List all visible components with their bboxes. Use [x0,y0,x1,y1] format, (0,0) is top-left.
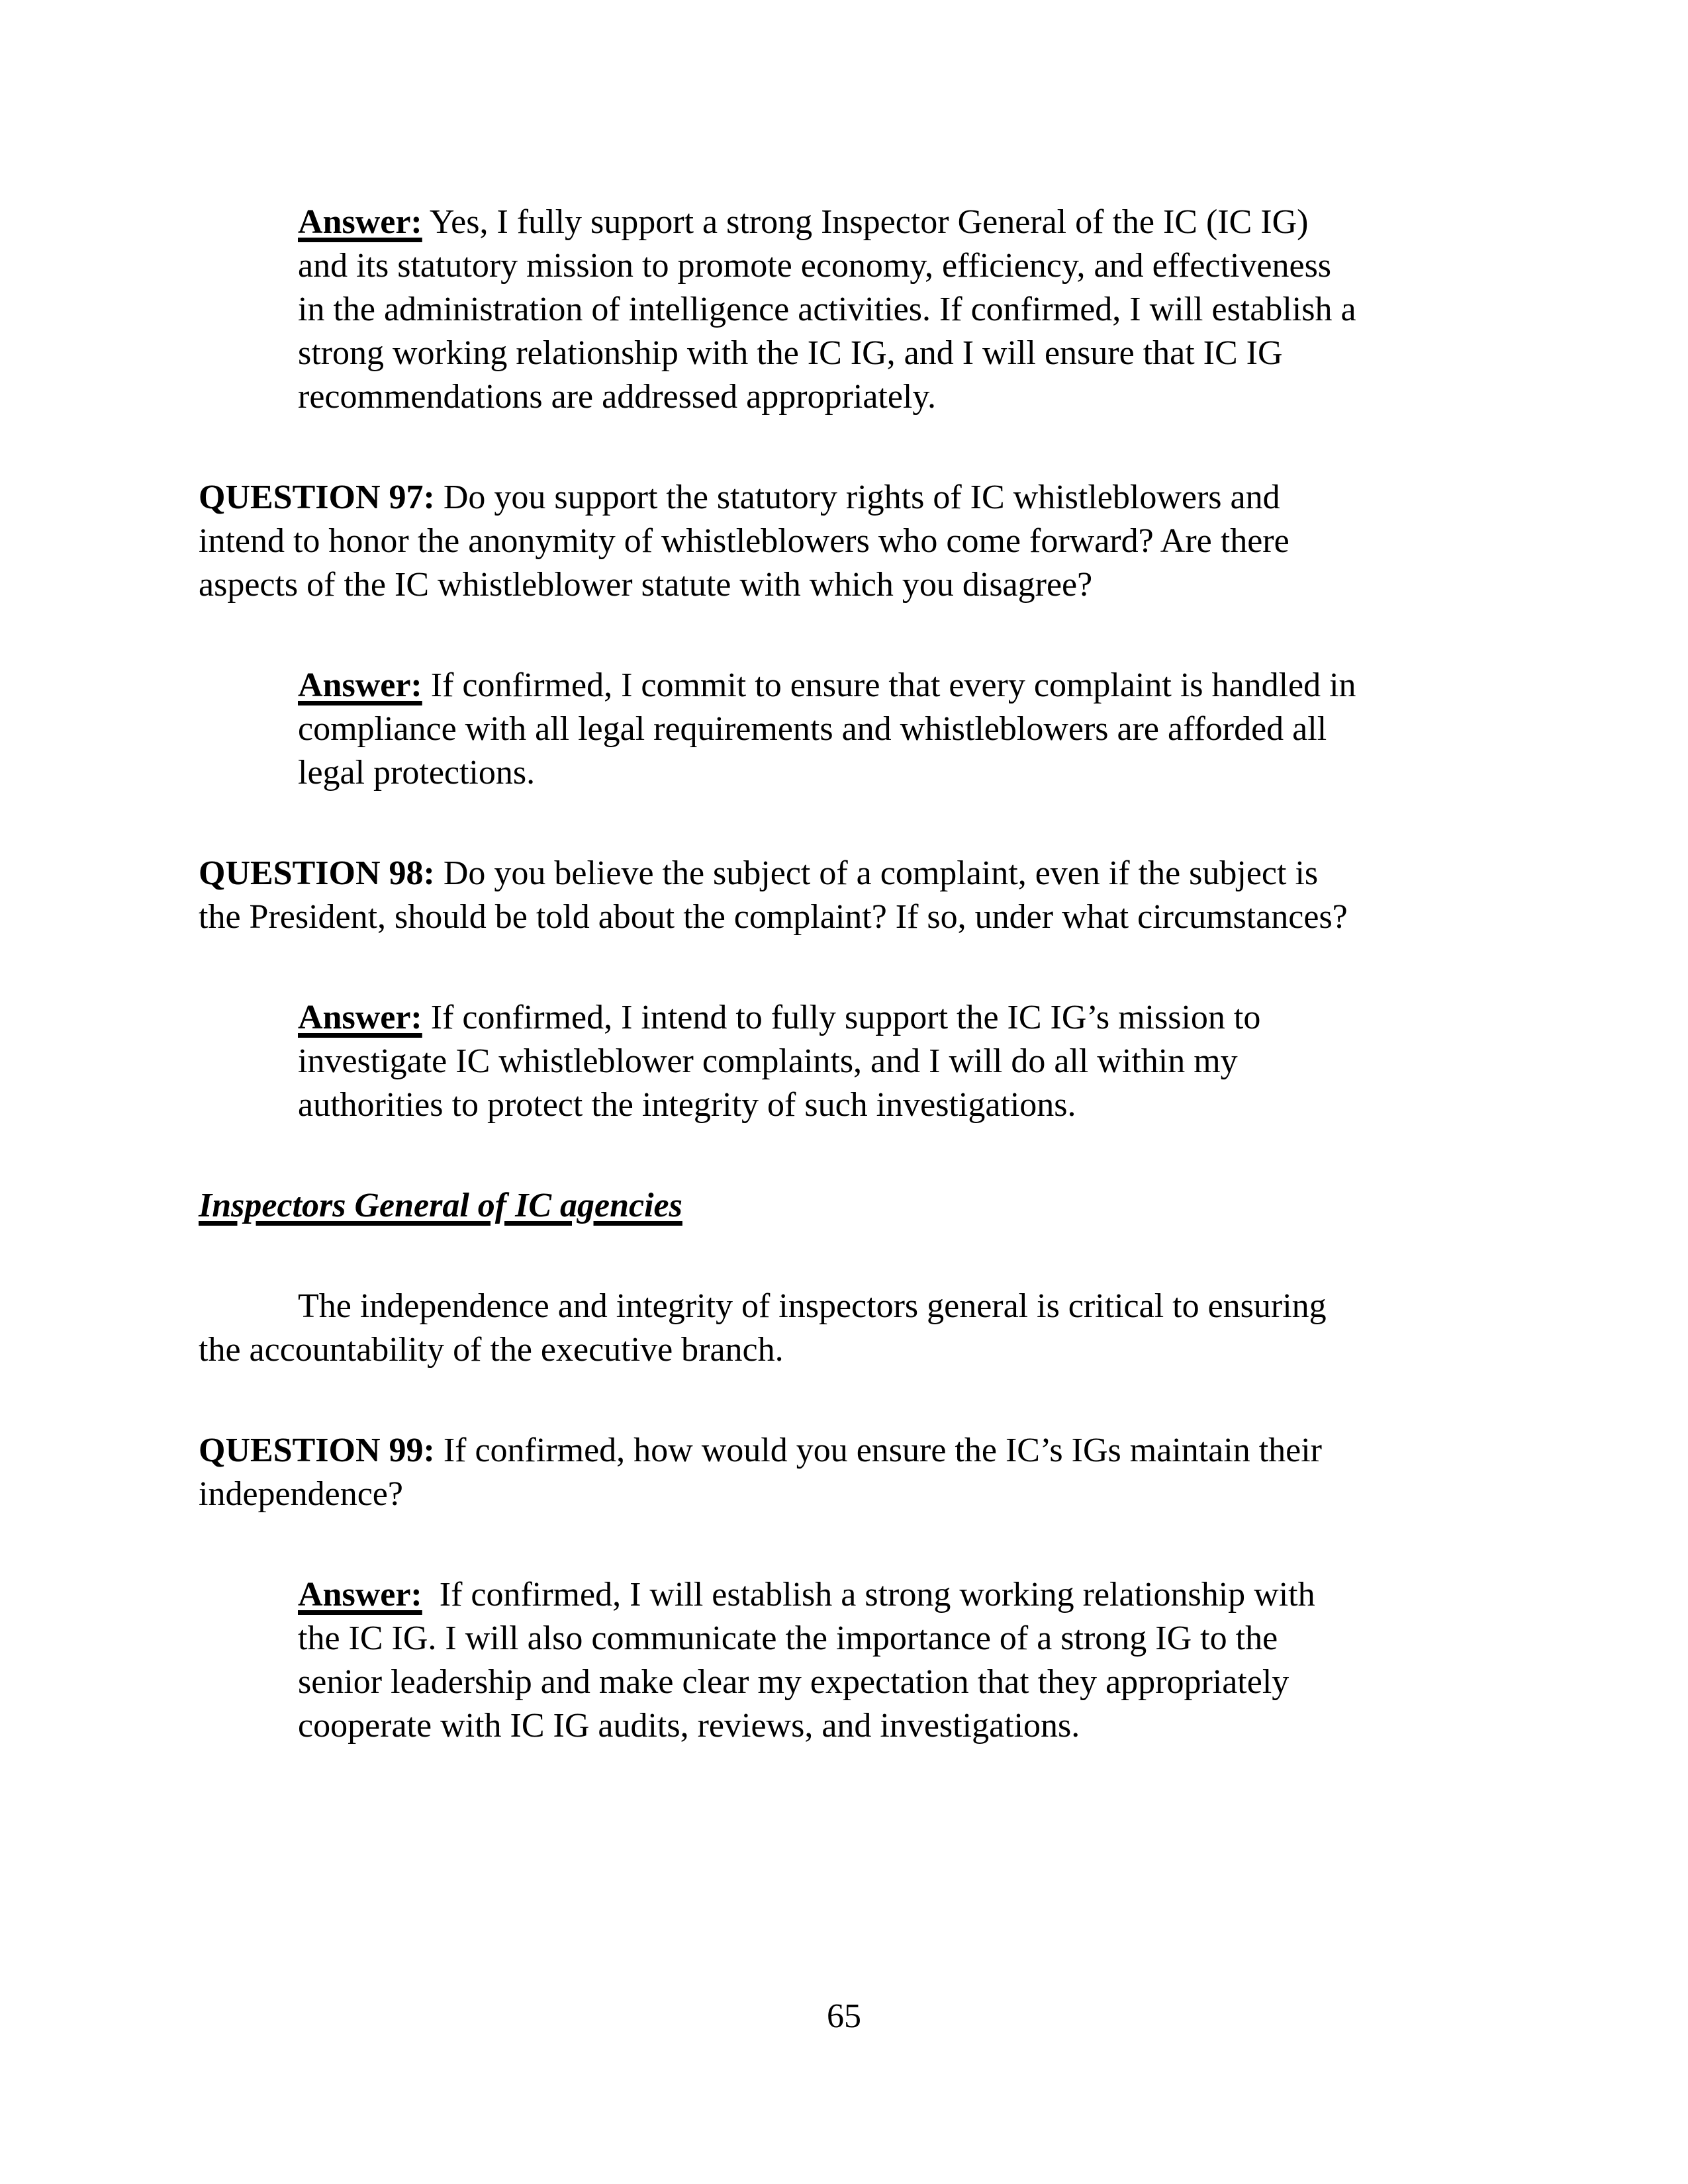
text-segment: Yes, I fully support a strong Inspector General of the IC (IC IG) [422,203,1309,241]
question-label: QUESTION 99: [199,1432,435,1469]
answer-label: Answer: [298,666,422,704]
text-line: investigate IC whistleblower complaints, and I will do all within my [298,1042,1238,1080]
text-segment: If confirmed, how would you ensure the IC’s IGs maintain their [434,1432,1322,1469]
text-line: compliance with all legal requirements and whistleblowers are afforded all [298,710,1327,748]
text-line: strong working relationship with the IC IG, and I will ensure that IC IG [298,334,1283,372]
text-segment: If confirmed, I intend to fully support the IC IG’s mission to [422,999,1261,1036]
text-line: in the administration of intelligence activities. If confirmed, I will establish a [298,291,1356,328]
text-segment: If confirmed, I will establish a strong working relationship with [422,1576,1315,1614]
text-line [298,996,1489,1040]
text-line [199,1429,1489,1473]
answer-block-98 [298,996,1489,1127]
answer-block-96 [298,201,1489,419]
text-line: senior leadership and make clear my expectation that they appropriately [298,1663,1289,1701]
text-line: independence? [199,1475,403,1513]
answer-label: Answer: [298,1576,422,1614]
text-segment: If confirmed, I commit to ensure that every complaint is handled in [422,666,1356,704]
section-heading: Inspectors General of IC agencies [199,1187,682,1224]
text-line: recommendations are addressed appropriately. [298,378,937,416]
text-line [199,1184,1489,1228]
intro-paragraph [199,1285,1489,1372]
text-line: the accountability of the executive branch. [199,1331,784,1369]
section-heading-block [199,1184,1489,1228]
answer-block-99 [298,1573,1489,1748]
text-line [199,476,1489,520]
answer-label: Answer: [298,999,422,1036]
question-label: QUESTION 97: [199,478,435,516]
text-line: and its statutory mission to promote economy, efficiency, and effectiveness [298,247,1332,285]
text-line: legal protections. [298,754,536,792]
text-line: The independence and integrity of inspectors general is critical to ensuring [298,1287,1327,1325]
text-line: the President, should be told about the complaint? If so, under what circumstances? [199,898,1348,936]
question-label: QUESTION 98: [199,854,435,892]
text-line [298,1573,1489,1617]
text-segment: Do you support the statutory rights of IC whistleblowers and [434,478,1280,516]
text-segment: Do you believe the subject of a complaint, even if the subject is [434,854,1319,892]
text-line: the IC IG. I will also communicate the importance of a strong IG to the [298,1619,1278,1657]
page-number: 65 [827,1997,861,2035]
text-line [298,664,1489,707]
answer-label: Answer: [298,203,422,241]
text-line: aspects of the IC whistleblower statute with which you disagree? [199,566,1093,604]
question-block-98 [199,852,1489,939]
question-block-99 [199,1429,1489,1516]
question-block-97 [199,476,1489,607]
text-line: intend to honor the anonymity of whistleblowers who come forward? Are there [199,522,1289,560]
text-line [199,852,1489,895]
text-line: cooperate with IC IG audits, reviews, and investigations. [298,1707,1080,1745]
text-line [298,201,1489,244]
text-line: authorities to protect the integrity of such investigations. [298,1086,1076,1124]
document-content [199,201,1489,1805]
answer-block-97 [298,664,1489,795]
